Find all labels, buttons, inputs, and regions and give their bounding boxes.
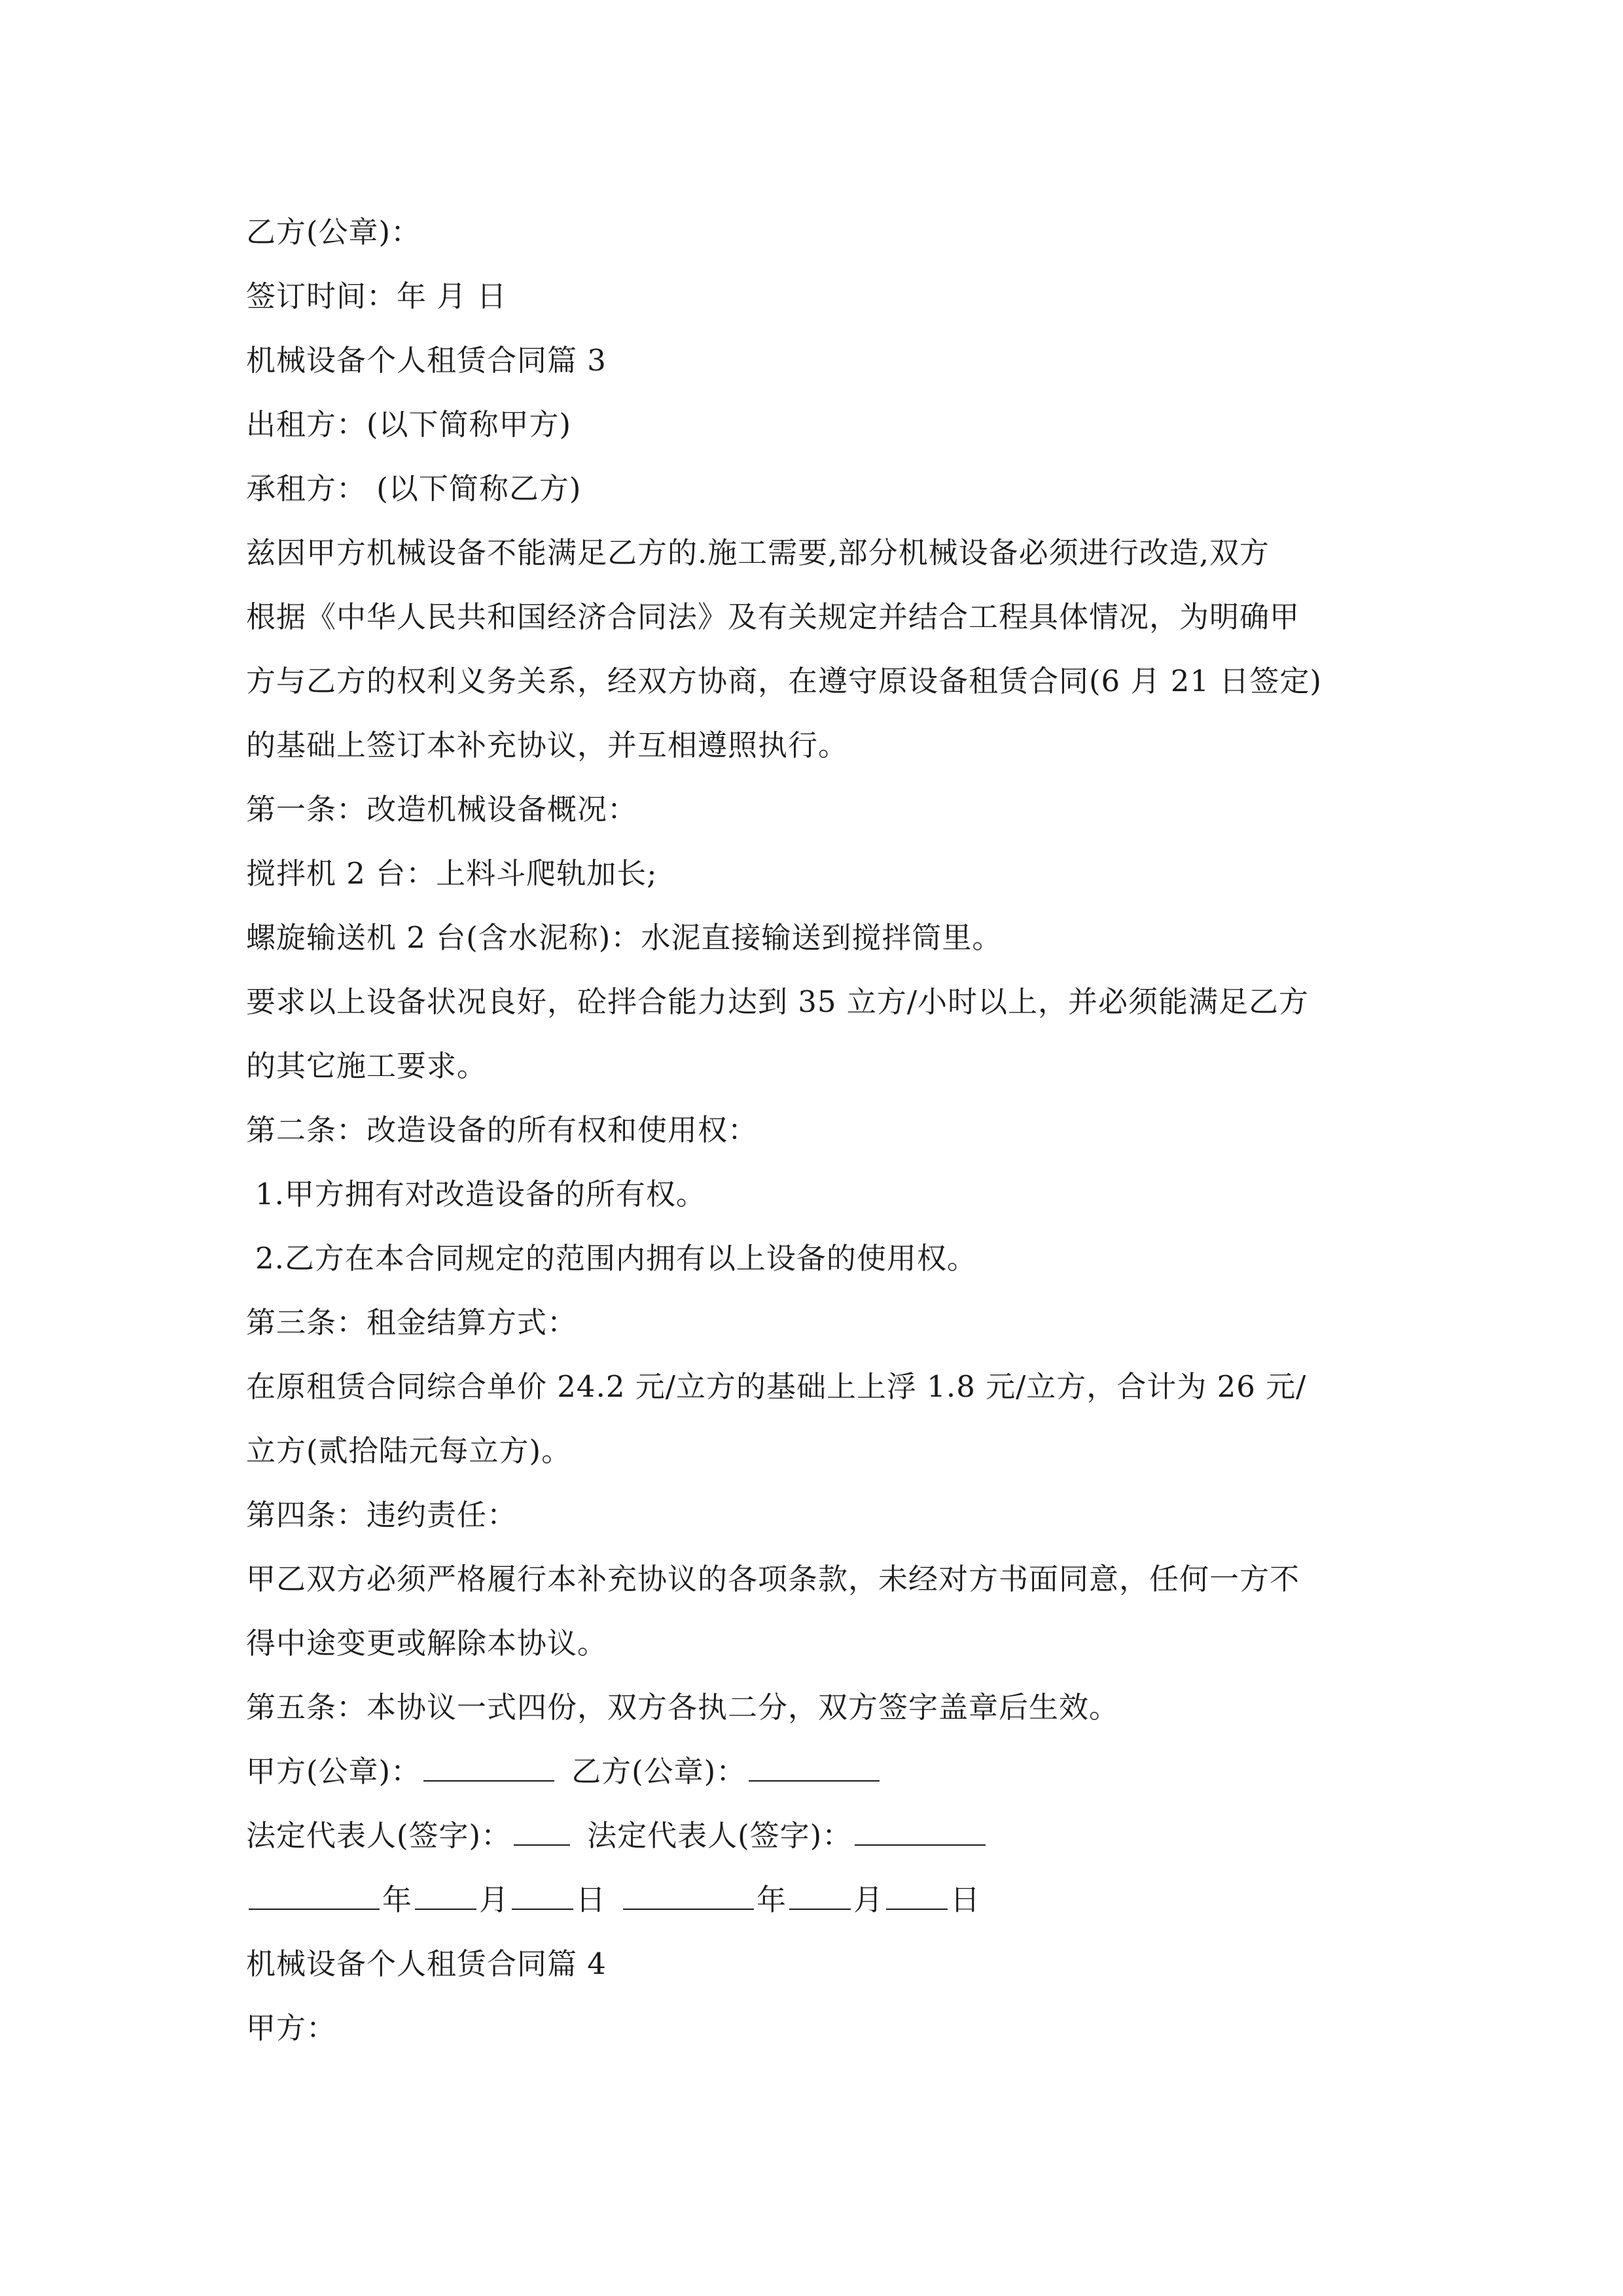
year-a-blank [249, 1882, 380, 1910]
paragraph-line: 的基础上签订本补充协议，并互相遵照执行。 [246, 728, 849, 762]
rep-a-blank [514, 1818, 570, 1846]
article-2-heading: 第二条：改造设备的所有权和使用权： [246, 1113, 758, 1147]
lessor-line: 出租方：(以下简称甲方) [246, 407, 572, 442]
paragraph-line: 甲乙双方必须严格履行本补充协议的各项条款，未经对方书面同意，任何一方不 [246, 1562, 1300, 1596]
rep-b-label: 法定代表人(签字)： [587, 1818, 853, 1853]
signature-row-seals [246, 1740, 1385, 1804]
paragraph-line: 搅拌机 2 台：上料斗爬轨加长; [246, 856, 658, 891]
list-item: 2.乙方在本合同规定的范围内拥有以上设备的使用权。 [255, 1241, 977, 1276]
list-item: 1.甲方拥有对改造设备的所有权。 [255, 1177, 706, 1211]
signing-date-line: 签订时间：年 月 日 [246, 279, 507, 314]
paragraph-line: 在原租赁合同综合单价 24.2 元/立方的基础上上浮 1.8 元/立方，合计为 26 元/ [246, 1369, 1307, 1404]
paragraph-line: 要求以上设备状况良好，砼拌合能力达到 35 立方/小时以上，并必须能满足乙方 [246, 984, 1310, 1019]
lessee-line: 承租方： (以下简称乙方) [246, 471, 582, 506]
month-b-blank [789, 1882, 851, 1910]
paragraph-line: 立方(贰拾陆元每立方)。 [246, 1433, 572, 1468]
rep-a-label: 法定代表人(签字)： [246, 1818, 512, 1853]
section-title-3: 机械设备个人租赁合同篇 3 [246, 343, 607, 378]
party-b-seal-blank [749, 1754, 880, 1782]
month-b-label: 月 [853, 1882, 884, 1917]
paragraph-line: 得中途变更或解除本协议。 [246, 1626, 608, 1660]
day-a-blank [512, 1882, 573, 1910]
paragraph-line: 根据《中华人民共和国经济合同法》及有关规定并结合工程具体情况，为明确甲 [246, 600, 1300, 634]
party-a-seal-blank [423, 1754, 554, 1782]
article-5-line: 第五条：本协议一式四份，双方各执二分，双方签字盖章后生效。 [246, 1690, 1120, 1725]
party-b-seal-line: 乙方(公章)： [246, 215, 421, 249]
year-a-label: 年 [382, 1882, 413, 1917]
year-b-label: 年 [757, 1882, 787, 1917]
article-3-heading: 第三条：租金结算方式： [246, 1305, 578, 1340]
date-row [246, 1868, 1385, 1932]
day-b-blank [886, 1882, 948, 1910]
party-b-seal-label: 乙方(公章)： [571, 1754, 747, 1789]
paragraph-line: 的其它施工要求。 [246, 1049, 488, 1083]
article-4-heading: 第四条：违约责任： [246, 1498, 518, 1532]
section-title-4: 机械设备个人租赁合同篇 4 [246, 1946, 607, 1981]
month-a-blank [415, 1882, 476, 1910]
day-b-label: 日 [950, 1882, 981, 1917]
party-a-seal-label: 甲方(公章)： [246, 1754, 421, 1789]
party-a-line: 甲方： [246, 2011, 337, 2045]
month-a-label: 月 [479, 1882, 510, 1917]
day-a-label: 日 [576, 1882, 607, 1917]
rep-b-blank [855, 1818, 986, 1846]
signature-row-representatives [246, 1804, 1385, 1868]
paragraph-line: 方与乙方的权利义务关系，经双方协商，在遵守原设备租赁合同(6 月 21 日签定) [246, 664, 1322, 698]
year-b-blank [623, 1882, 754, 1910]
document-body [246, 200, 1385, 2060]
paragraph-line: 兹因甲方机械设备不能满足乙方的.施工需要,部分机械设备必须进行改造,双方 [246, 535, 1270, 570]
article-1-heading: 第一条：改造机械设备概况： [246, 792, 638, 827]
paragraph-line: 螺旋输送机 2 台(含水泥称)：水泥直接输送到搅拌筒里。 [246, 920, 1003, 955]
